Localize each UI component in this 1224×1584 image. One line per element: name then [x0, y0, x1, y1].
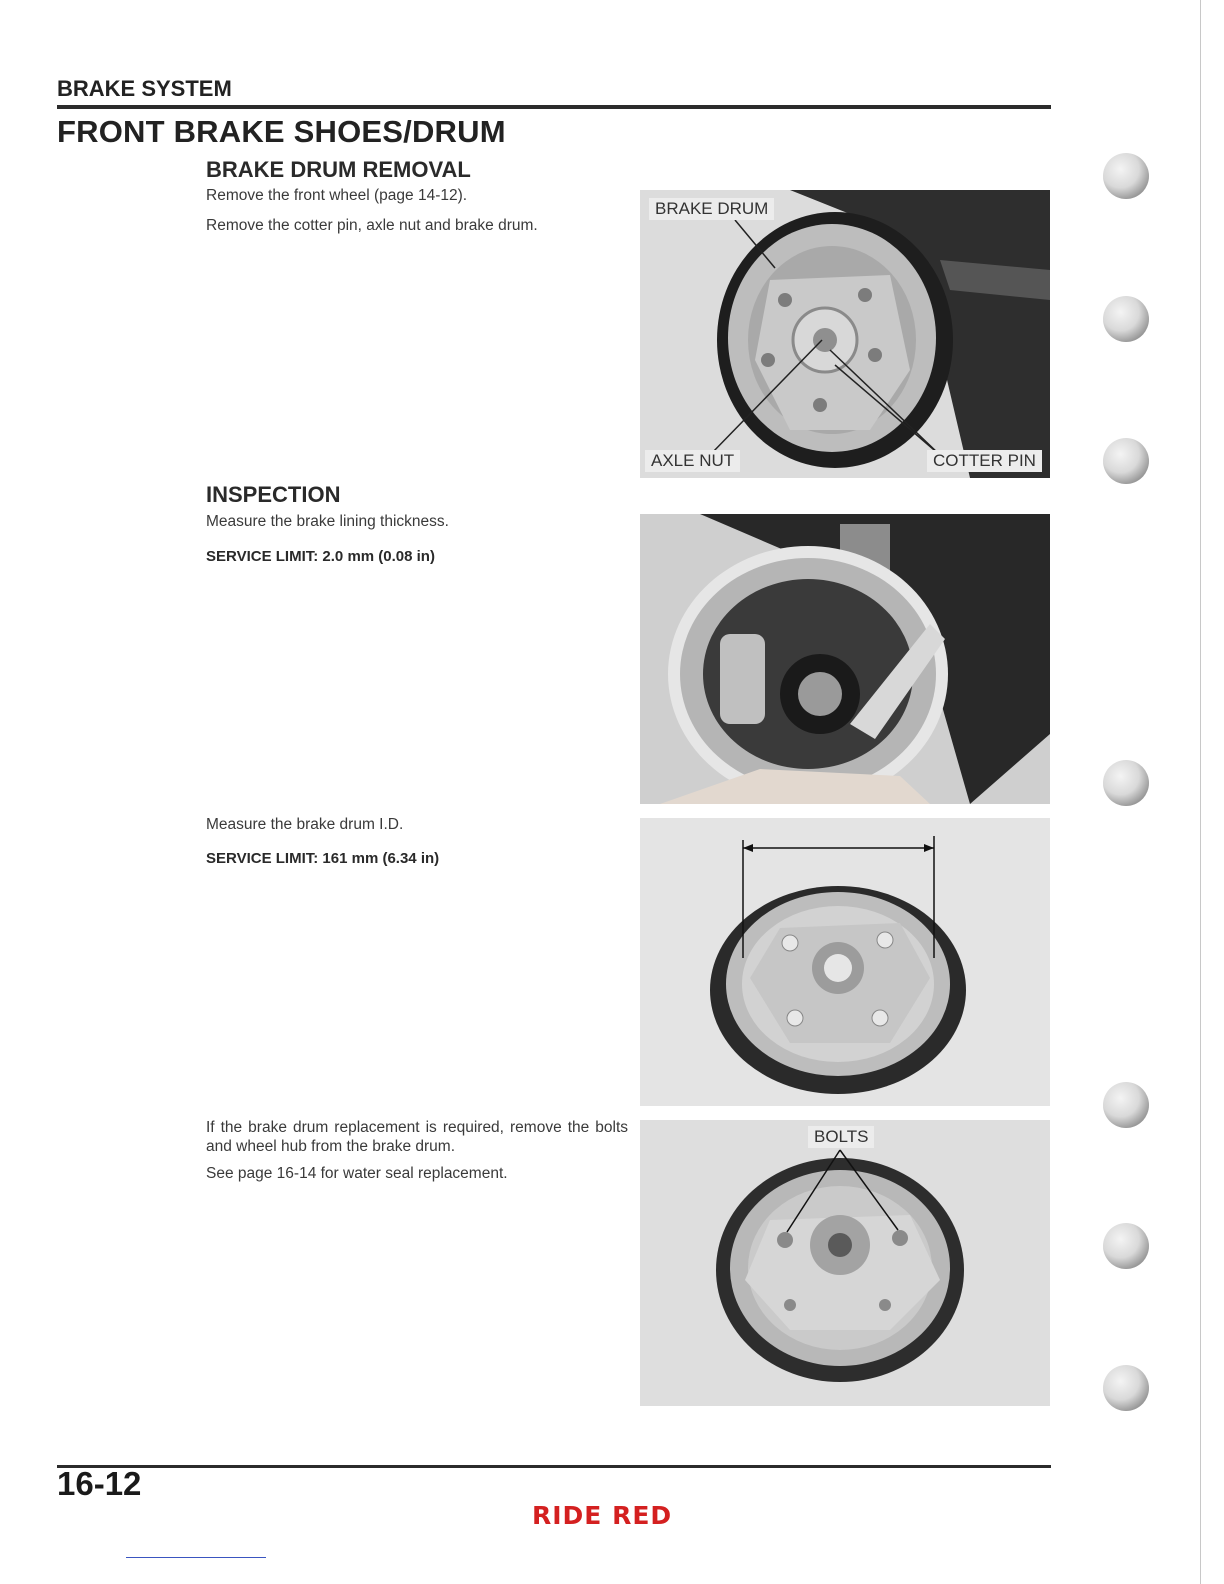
section-tab-dot-3: [1103, 438, 1149, 484]
bolts-callout: BOLTS: [808, 1126, 874, 1148]
section-header: BRAKE SYSTEM: [57, 76, 232, 101]
cotter-pin-callout: COTTER PIN: [927, 450, 1042, 472]
section-tab-dot-1: [1103, 153, 1149, 199]
lining-limit-value: 2.0 mm (0.08 in): [322, 548, 435, 565]
footer-rule: [57, 1465, 1051, 1468]
inspection-heading: INSPECTION: [206, 482, 341, 507]
section-tab-dot-4: [1103, 760, 1149, 806]
removal-step-1: Remove the front wheel (page 14-12).: [206, 187, 468, 204]
drum-id-photo: [640, 818, 1050, 1106]
section-tab-dot-5: [1103, 1082, 1149, 1128]
lining-measure-photo: [640, 514, 1050, 804]
footer-link-underline: [126, 1557, 266, 1558]
lining-service-limit: [206, 548, 435, 565]
section-tab-dot-6: [1103, 1223, 1149, 1269]
brake-drum-callout: BRAKE DRUM: [649, 198, 774, 220]
bolts-photo: [640, 1120, 1050, 1406]
drum-limit-label: SERVICE LIMIT:: [206, 850, 319, 867]
replacement-text: If the brake drum replacement is required, remove the bolts and wheel hub from the brake drum.: [206, 1119, 628, 1155]
removal-step-2: Remove the cotter pin, axle nut and brake drum.: [206, 217, 538, 234]
removal-heading: BRAKE DRUM REMOVAL: [206, 157, 471, 182]
section-tab-dot-2: [1103, 296, 1149, 342]
water-seal-text: See page 16-14 for water seal replacement.: [206, 1165, 508, 1182]
lining-limit-label: SERVICE LIMIT:: [206, 548, 319, 565]
drum-measure-text: Measure the brake drum I.D.: [206, 816, 404, 833]
drum-limit-value: 161 mm (6.34 in): [322, 850, 440, 867]
page-title: FRONT BRAKE SHOES/DRUM: [57, 114, 506, 149]
page-edge: [1200, 0, 1201, 1584]
brake-drum-photo: [640, 190, 1050, 478]
section-tab-dot-7: [1103, 1365, 1149, 1411]
page-number: 16-12: [57, 1465, 142, 1502]
brand-logo: RIDE RED: [532, 1501, 673, 1530]
lining-measure-text: Measure the brake lining thickness.: [206, 513, 449, 530]
axle-nut-callout: AXLE NUT: [645, 450, 740, 472]
header-rule: [57, 105, 1051, 109]
drum-service-limit: [206, 850, 439, 867]
